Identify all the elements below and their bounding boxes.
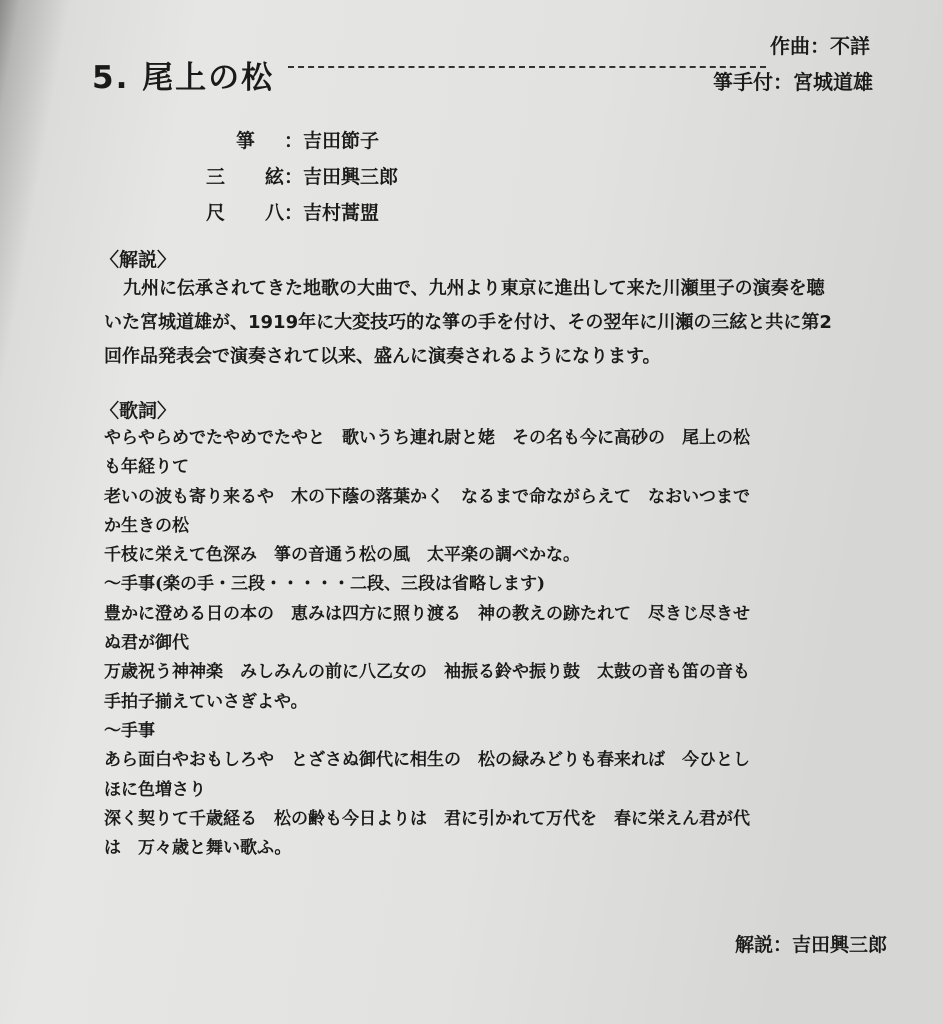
performer-name: ：吉田節子 [284, 130, 380, 152]
piece-title: 5. 尾上の松 [92, 60, 275, 96]
lyrics-line: やらやらめでたやめでたやと 歌いうち連れ尉と姥 その名も今に高砂の 尾上の松 [104, 428, 750, 448]
commentary-line: いた宮城道雄が、1919年に大変技巧的な箏の手を付け、その翌年に川瀬の三絃と共に第2 [104, 312, 832, 333]
performer-role: 箏 [236, 130, 256, 152]
performer-role: 尺八 [206, 202, 284, 224]
lyrics-line: は 万々歳と舞い歌ふ。 [104, 838, 292, 859]
lyrics-text [104, 424, 894, 863]
lyrics-line: 万歳祝う神神楽 みしみんの前に八乙女の 袖振る鈴や振り鼓 太鼓の音も笛の音も [104, 662, 750, 683]
lyrics-line: 〜手事 [104, 720, 155, 741]
lyrics-line: 手拍子揃えていさぎよや。 [104, 691, 308, 712]
commentary-line: 九州に伝承されてきた地歌の大曲で、九州より東京に進出して来た川瀬里子の演奏を聴 [123, 278, 825, 299]
performer-name: ：吉村蒿盟 [284, 202, 380, 224]
performer-shamisen [206, 162, 398, 189]
commentary-author-credit: 解説：吉田興三郎 [735, 934, 888, 956]
lyrics-line: 深く契りて千歳経る 松の齢も今日よりは 君に引かれて万代を 春に栄えん君が代 [104, 808, 750, 829]
arranger-credit: 箏手付：宮城道雄 [713, 70, 873, 94]
performer-koto [206, 126, 379, 153]
title-leader-line [288, 66, 766, 68]
lyrics-line: ほに色増さり [104, 779, 206, 800]
lyrics-line: ぬ君が御代 [104, 633, 189, 654]
lyrics-line: 〜手事(楽の手・三段・・・・・二段、三段は省略します) [104, 574, 546, 595]
composer-credit: 作曲：不詳 [770, 34, 870, 58]
lyrics-line: 千枝に栄えて色深み 箏の音通う松の風 太平楽の調べかな。 [104, 545, 580, 566]
commentary-line: 回作品発表会で演奏されて以来、盛んに演奏されるようになります。 [104, 346, 661, 367]
commentary-text [104, 272, 894, 374]
performer-shakuhachi [206, 198, 379, 225]
lyrics-line: か生きの松 [104, 515, 189, 536]
commentary-heading: 〈解説〉 [100, 249, 177, 271]
lyrics-heading: 〈歌詞〉 [100, 400, 177, 422]
lyrics-line: も年経りて [104, 457, 189, 478]
performer-role: 三絃 [206, 166, 284, 188]
lyrics-line: 豊かに澄める日の本の 恵みは四方に照り渡る 神の教えの跡たれて 尽きじ尽きせ [104, 603, 750, 624]
performer-name: ：吉田興三郎 [284, 166, 399, 188]
lyrics-line: あら面白やおもしろや とざさぬ御代に相生の 松の緑みどりも春来れば 今ひとし [104, 750, 750, 771]
lyrics-line: 老いの波も寄り来るや 木の下蔭の落葉かく なるまで命ながらえて なおいつまで [104, 486, 750, 507]
